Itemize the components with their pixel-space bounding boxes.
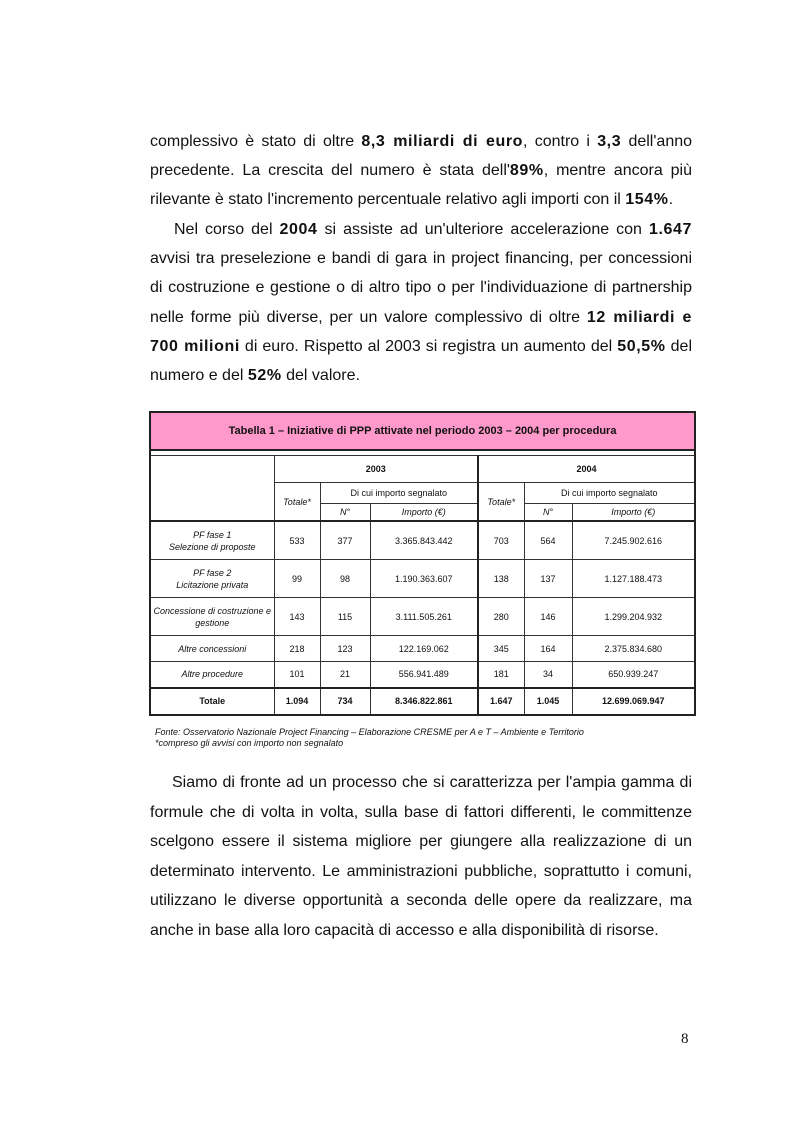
cell-2004-importo: 1.299.204.932 [572,598,695,636]
cell-2004-n: 137 [524,560,572,598]
row-label-line1: PF fase 1 [193,529,232,540]
paragraph-1 [150,127,692,215]
cell-2004-n: 34 [524,662,572,688]
totale-header-2003: Totale* [274,483,320,522]
p2-text-1: Nel corso del [174,221,280,238]
paragraph-3: Siamo di fronte ad un processo che si caratterizza per l'ampia gamma di formule che di volta in volta, sulla base di fattori differenti, le committenze scelgono essere il sistema migliore per giungere alla realizzazione di un determinato intervento. Le amministrazioni pubbliche, soprattutto i comuni, utilizzano le diverse opportunità a seconda delle opere da realizzare, ma anche in base alla loro capacità di accesso e alla disponibilità di risorse. [150,774,692,939]
di-cui-header-2004: Di cui importo segnalato [524,483,695,504]
footnote-note: *compreso gli avvisi con importo non segnalato [155,738,344,748]
p2-text-5: del numero e del [150,337,693,385]
year-2003-header: 2003 [274,456,478,483]
p1-bold-2: 3,3 [597,133,622,150]
p1-bold-4: 154% [625,191,669,209]
row-label: Altre procedure [150,662,274,688]
cell-2004-importo: 650.939.247 [572,662,695,688]
p1-text-5: . [668,191,674,209]
row-label [150,521,274,560]
year-2004-header: 2004 [478,456,695,483]
row-label-line2: gestione [195,617,230,628]
p2-bold-5: 52% [247,367,282,385]
table-title: Tabella 1 – Iniziative di PPP attivate nel periodo 2003 – 2004 per procedura [150,412,695,450]
cell-2003-totale: 101 [274,662,320,688]
p2-bold-3: 12 miliardi e 700 milioni [150,308,692,355]
p1-text-1: complessivo è stato di oltre [150,133,362,150]
row-label: Altre concessioni [150,636,274,662]
cell-2004-totale: 138 [478,560,524,598]
p2-text-2: si assiste ad un'ulteriore accelerazione con [317,221,649,238]
cell-2004-n: 146 [524,598,572,636]
paragraph-2 [150,215,692,390]
cell-2003-n: 123 [320,636,370,662]
p2-text-3: avvisi tra preselezione e bandi di gara in project financing, per concessioni di costruzione e gestione o di altro tipo o per l'individuazione di partnership nelle forme più diverse, per un valore complessivo di oltre [150,250,692,326]
row-label-line2: Licitazione privata [176,579,249,590]
importo-header-2004: Importo (€) [572,504,695,522]
cell-2004-totale: 181 [478,662,524,688]
cell-2003-n: 98 [320,560,370,598]
total-2003-n: 734 [320,688,370,715]
cell-2003-importo: 3.111.505.261 [370,598,478,636]
p2-text-6: del valore. [281,367,360,385]
cell-2003-importo: 556.941.489 [370,662,478,688]
di-cui-header-2003: Di cui importo segnalato [320,483,478,504]
p1-text-3: dell'anno precedente. La crescita del numero è stata dell' [150,133,693,180]
p1-text-2: , contro i [523,133,598,150]
cell-2004-n: 164 [524,636,572,662]
cell-2003-n: 115 [320,598,370,636]
table-row [150,560,695,598]
total-2004-n: 1.045 [524,688,572,715]
row-label [150,560,274,598]
row-label-line1: Concessione di costruzione e [153,605,272,616]
table-row [150,521,695,560]
footnote-source: Fonte: Osservatorio Nazionale Project Financing – Elaborazione CRESME per A e T – Ambiente e Territorio [155,727,584,737]
ppp-table-wrapper [149,411,694,716]
cell-2004-totale: 703 [478,521,524,560]
cell-2003-importo: 122.169.062 [370,636,478,662]
row-label-line1: PF fase 2 [193,567,232,578]
table-footnote [155,727,584,749]
cell-2004-n: 564 [524,521,572,560]
total-2004-totale: 1.647 [478,688,524,715]
total-row [150,688,695,715]
table-row [150,636,695,662]
table-row [150,598,695,636]
importo-header-2003: Importo (€) [370,504,478,522]
cell-2003-importo: 3.365.843.442 [370,521,478,560]
cell-2003-totale: 99 [274,560,320,598]
cell-2003-importo: 1.190.363.607 [370,560,478,598]
cell-2003-totale: 533 [274,521,320,560]
corner-cell [150,456,274,522]
p1-text-4: , mentre ancora più rilevante è stato l'incremento percentuale relativo agli importi con il [150,162,692,209]
total-2004-importo: 12.699.069.947 [572,688,695,715]
n-header-2003: N° [320,504,370,522]
total-label: Totale [150,688,274,715]
p2-text-4: di euro. Rispetto al 2003 si registra un aumento del [239,337,618,355]
p1-bold-1: 8,3 miliardi di euro [361,133,524,150]
cell-2003-n: 377 [320,521,370,560]
cell-2004-importo: 2.375.834.680 [572,636,695,662]
cell-2003-n: 21 [320,662,370,688]
row-label [150,598,274,636]
p2-bold-2: 1.647 [648,221,692,238]
totale-header-2004: Totale* [478,483,524,522]
cell-2004-totale: 280 [478,598,524,636]
cell-2004-importo: 1.127.188.473 [572,560,695,598]
row-label-line2: Selezione di proposte [168,541,256,552]
p2-bold-4: 50,5% [617,337,666,355]
p1-bold-3: 89% [509,162,544,180]
table-row [150,662,695,688]
cell-2004-importo: 7.245.902.616 [572,521,695,560]
n-header-2004: N° [524,504,572,522]
total-2003-totale: 1.094 [274,688,320,715]
page-number: 8 [681,1031,689,1047]
p2-bold-1: 2004 [279,221,318,238]
cell-2003-totale: 218 [274,636,320,662]
cell-2003-totale: 143 [274,598,320,636]
total-2003-importo: 8.346.822.861 [370,688,478,715]
ppp-table [149,411,696,716]
cell-2004-totale: 345 [478,636,524,662]
